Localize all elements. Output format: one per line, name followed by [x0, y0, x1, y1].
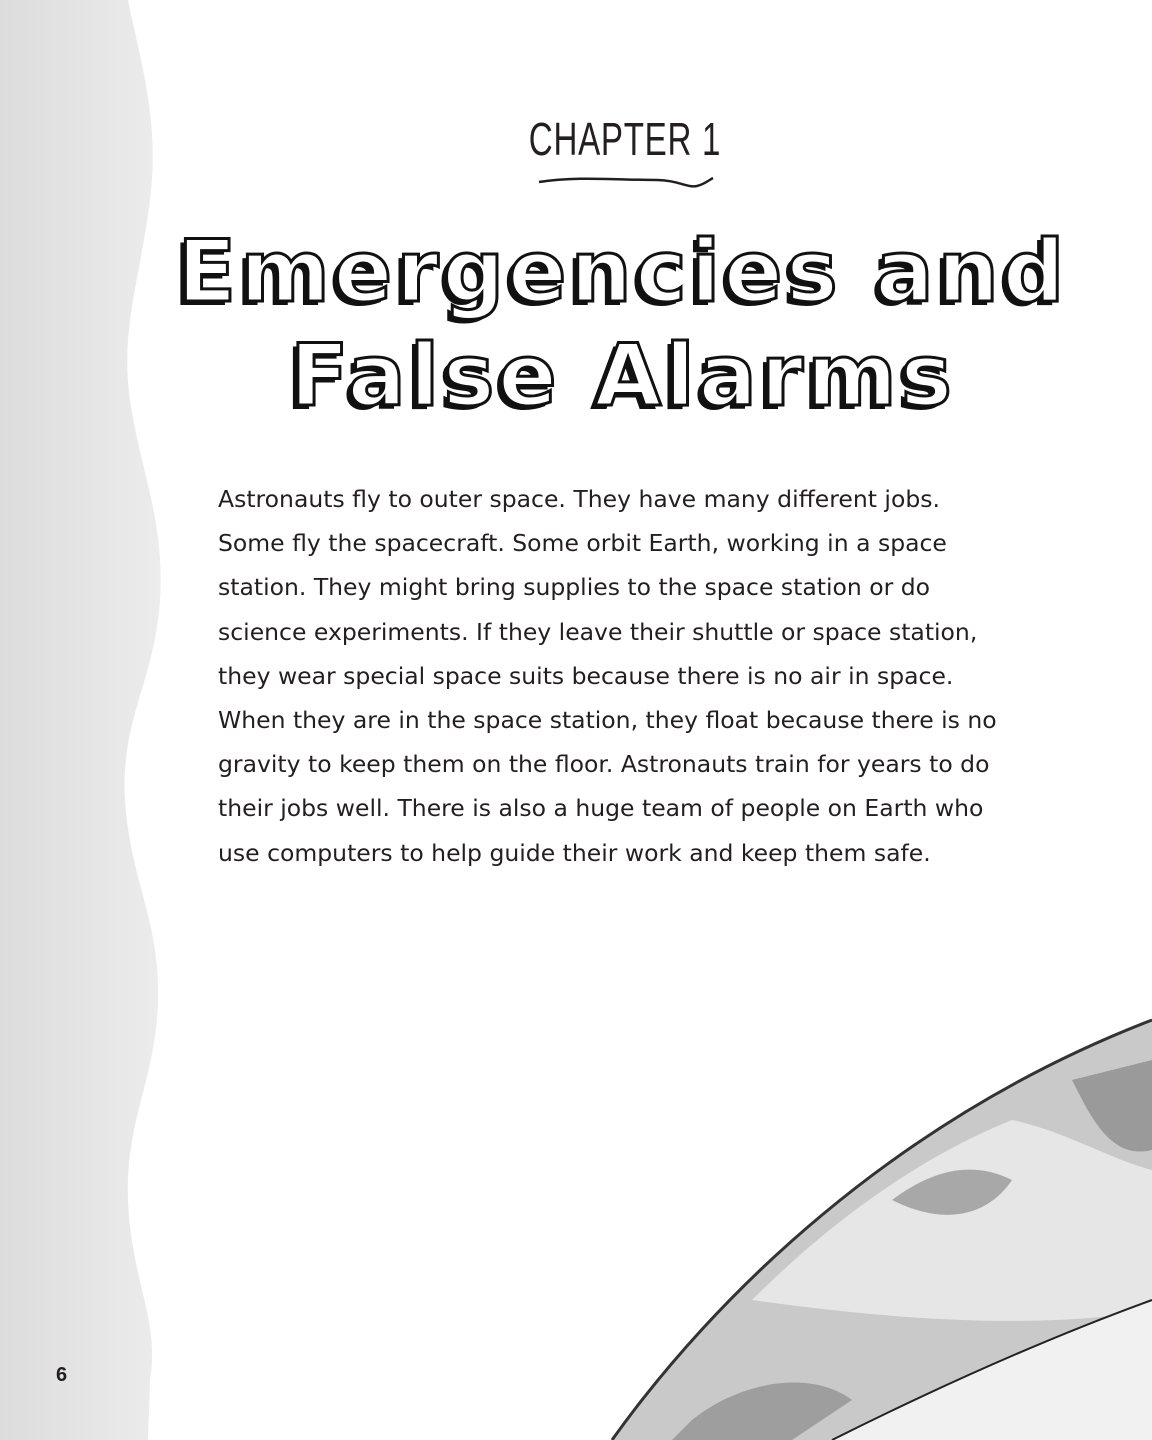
body-line: Astronauts fly to outer space. They have many different jobs.: [218, 485, 940, 513]
body-line: use computers to help guide their work and keep them safe.: [218, 838, 931, 867]
body-line: When they are in the space station, they float because there is no: [218, 706, 997, 735]
body-line: they wear special space suits because there is no air in space.: [218, 661, 954, 690]
body-line: Some fly the spacecraft. Some orbit Earth, working in a space: [218, 529, 947, 558]
chapter-label: CHAPTER 1: [528, 113, 722, 165]
page-number: 6: [56, 1364, 68, 1386]
body-line: station. They might bring supplies to the space station or do: [218, 573, 931, 602]
spacecraft-illustration: [592, 1000, 1152, 1440]
title-line: False Alarms: [290, 326, 956, 426]
squiggle-divider: [537, 172, 717, 192]
body-line: their jobs well. There is also a huge team of people on Earth who: [218, 794, 984, 823]
title-line: Emergencies and: [177, 222, 1069, 322]
body-line: gravity to keep them on the floor. Astronauts train for years to do: [218, 750, 990, 779]
chapter-title: [0, 220, 1152, 428]
body-paragraph: [218, 477, 1058, 875]
watercolor-side-band: [0, 0, 180, 1440]
body-line: science experiments. If they leave their shuttle or space station,: [218, 617, 978, 646]
